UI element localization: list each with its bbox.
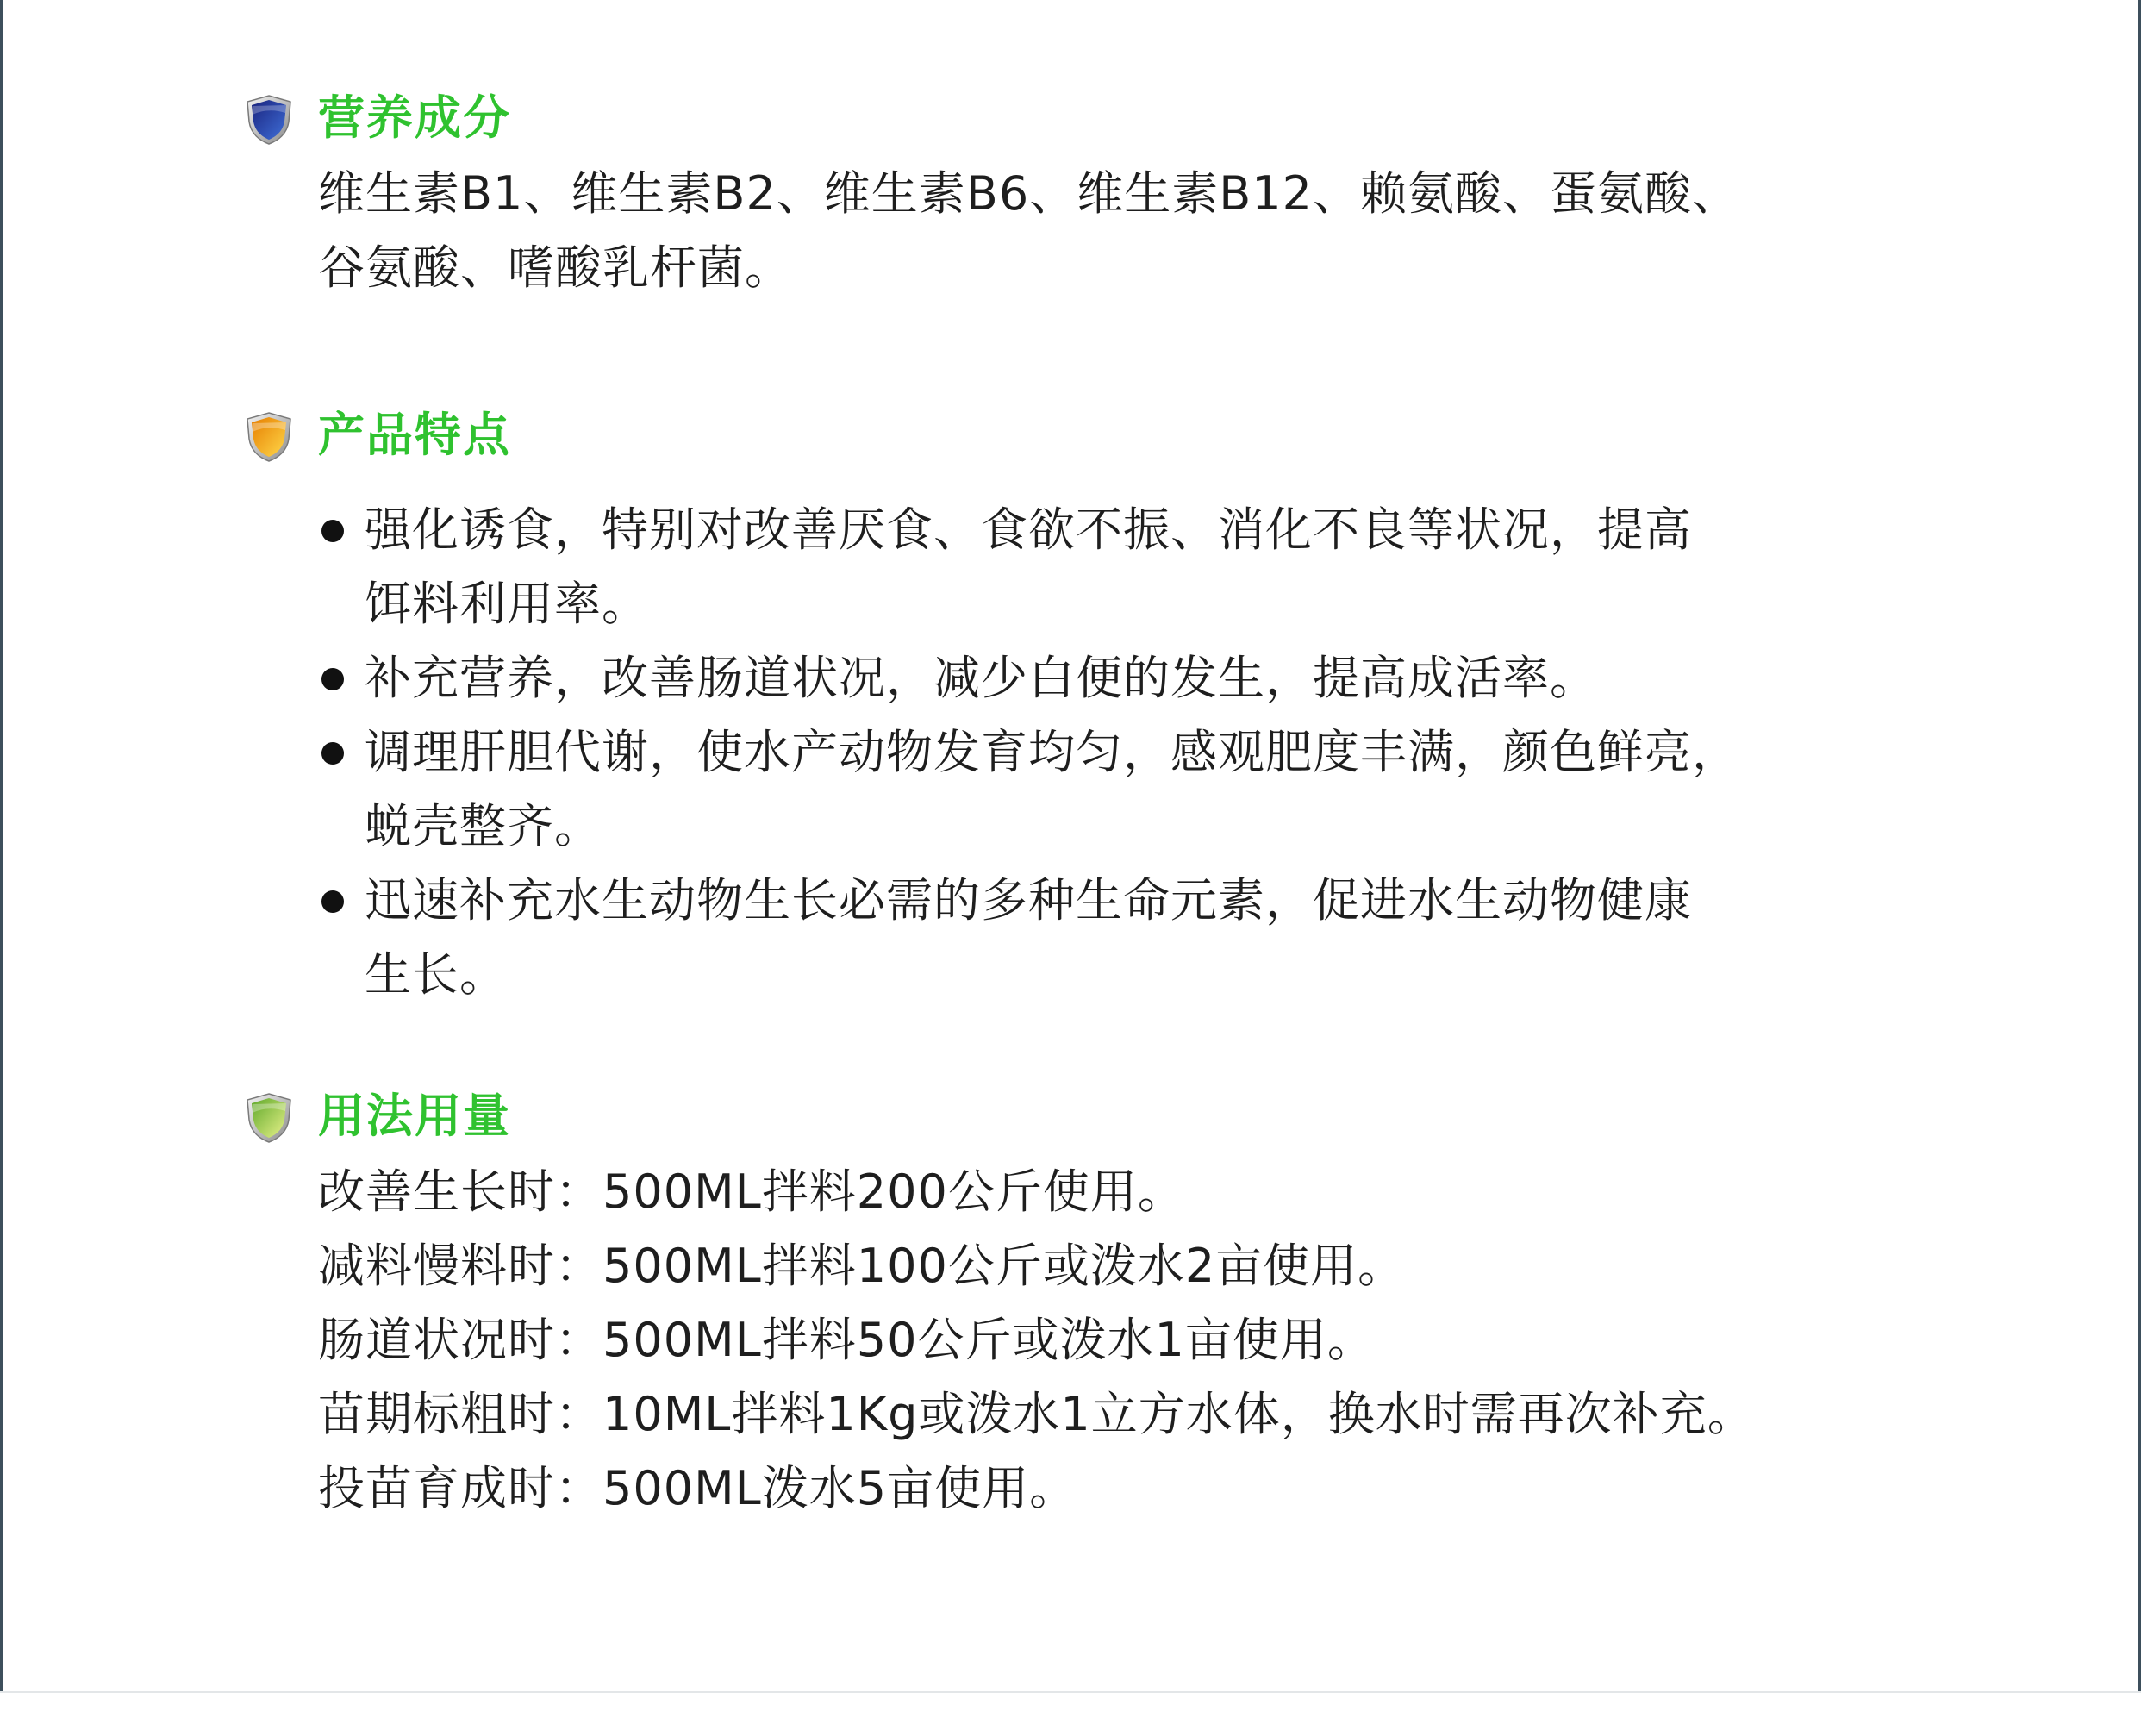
text-line: 补充营养，改善肠道状况，减少白便的发生，提高成活率。 <box>365 651 1597 705</box>
shield-green-icon <box>246 1092 292 1144</box>
list-item <box>318 493 1969 641</box>
shield-orange-icon <box>246 411 292 463</box>
section-heading <box>246 79 1969 157</box>
text-line: 饵料利用率。 <box>365 577 649 631</box>
section-title: 营养成分 <box>318 91 511 145</box>
text-line: 苗期标粗时：10ML拌料1Kg或泼水1立方水体，换水时需再次补充。 <box>318 1387 1755 1441</box>
bullet-dot-icon <box>321 668 344 690</box>
list-item <box>318 641 1969 715</box>
feature-list <box>246 493 1969 1012</box>
text-line: 肠道状况时：500ML拌料50公斤或泼水1亩使用。 <box>318 1313 1375 1367</box>
bottom-divider <box>0 1691 2141 1693</box>
section-title: 产品特点 <box>318 408 511 462</box>
section-usage <box>246 1077 1969 1526</box>
bullet-dot-icon <box>321 520 344 542</box>
section-features <box>246 397 1969 1012</box>
text-line: 谷氨酸、嗜酸乳杆菌。 <box>318 240 792 295</box>
text-line: 迅速补充水生动物生长必需的多种生命元素，促进水生动物健康 <box>365 873 1692 927</box>
left-border <box>0 0 3 1691</box>
text-line: 减料慢料时：500ML拌料100公斤或泼水2亩使用。 <box>318 1239 1406 1293</box>
shield-blue-icon <box>246 94 292 146</box>
text-line: 维生素B1、维生素B2、维生素B6、维生素B12、赖氨酸、蛋氨酸、 <box>318 166 1739 221</box>
usage-text <box>318 1155 1969 1526</box>
text-line: 调理肝胆代谢，使水产动物发育均匀，感观肥度丰满，颜色鲜亮， <box>365 725 1739 779</box>
bullet-dot-icon <box>321 890 344 913</box>
section-title: 用法用量 <box>318 1089 511 1143</box>
text-line: 生长。 <box>365 947 507 1002</box>
text-line: 蜕壳整齐。 <box>365 799 602 853</box>
section-nutrition <box>246 79 1969 305</box>
bullet-dot-icon <box>321 742 344 765</box>
section-heading <box>246 397 1969 474</box>
list-item <box>318 864 1969 1012</box>
text-line: 投苗育成时：500ML泼水5亩使用。 <box>318 1461 1077 1515</box>
text-line: 强化诱食，特别对改善厌食、食欲不振、消化不良等状况，提高 <box>365 503 1692 557</box>
section-heading <box>246 1077 1969 1155</box>
text-line: 改善生长时：500ML拌料200公斤使用。 <box>318 1165 1185 1219</box>
nutrition-text <box>318 157 1969 305</box>
list-item <box>318 715 1969 864</box>
